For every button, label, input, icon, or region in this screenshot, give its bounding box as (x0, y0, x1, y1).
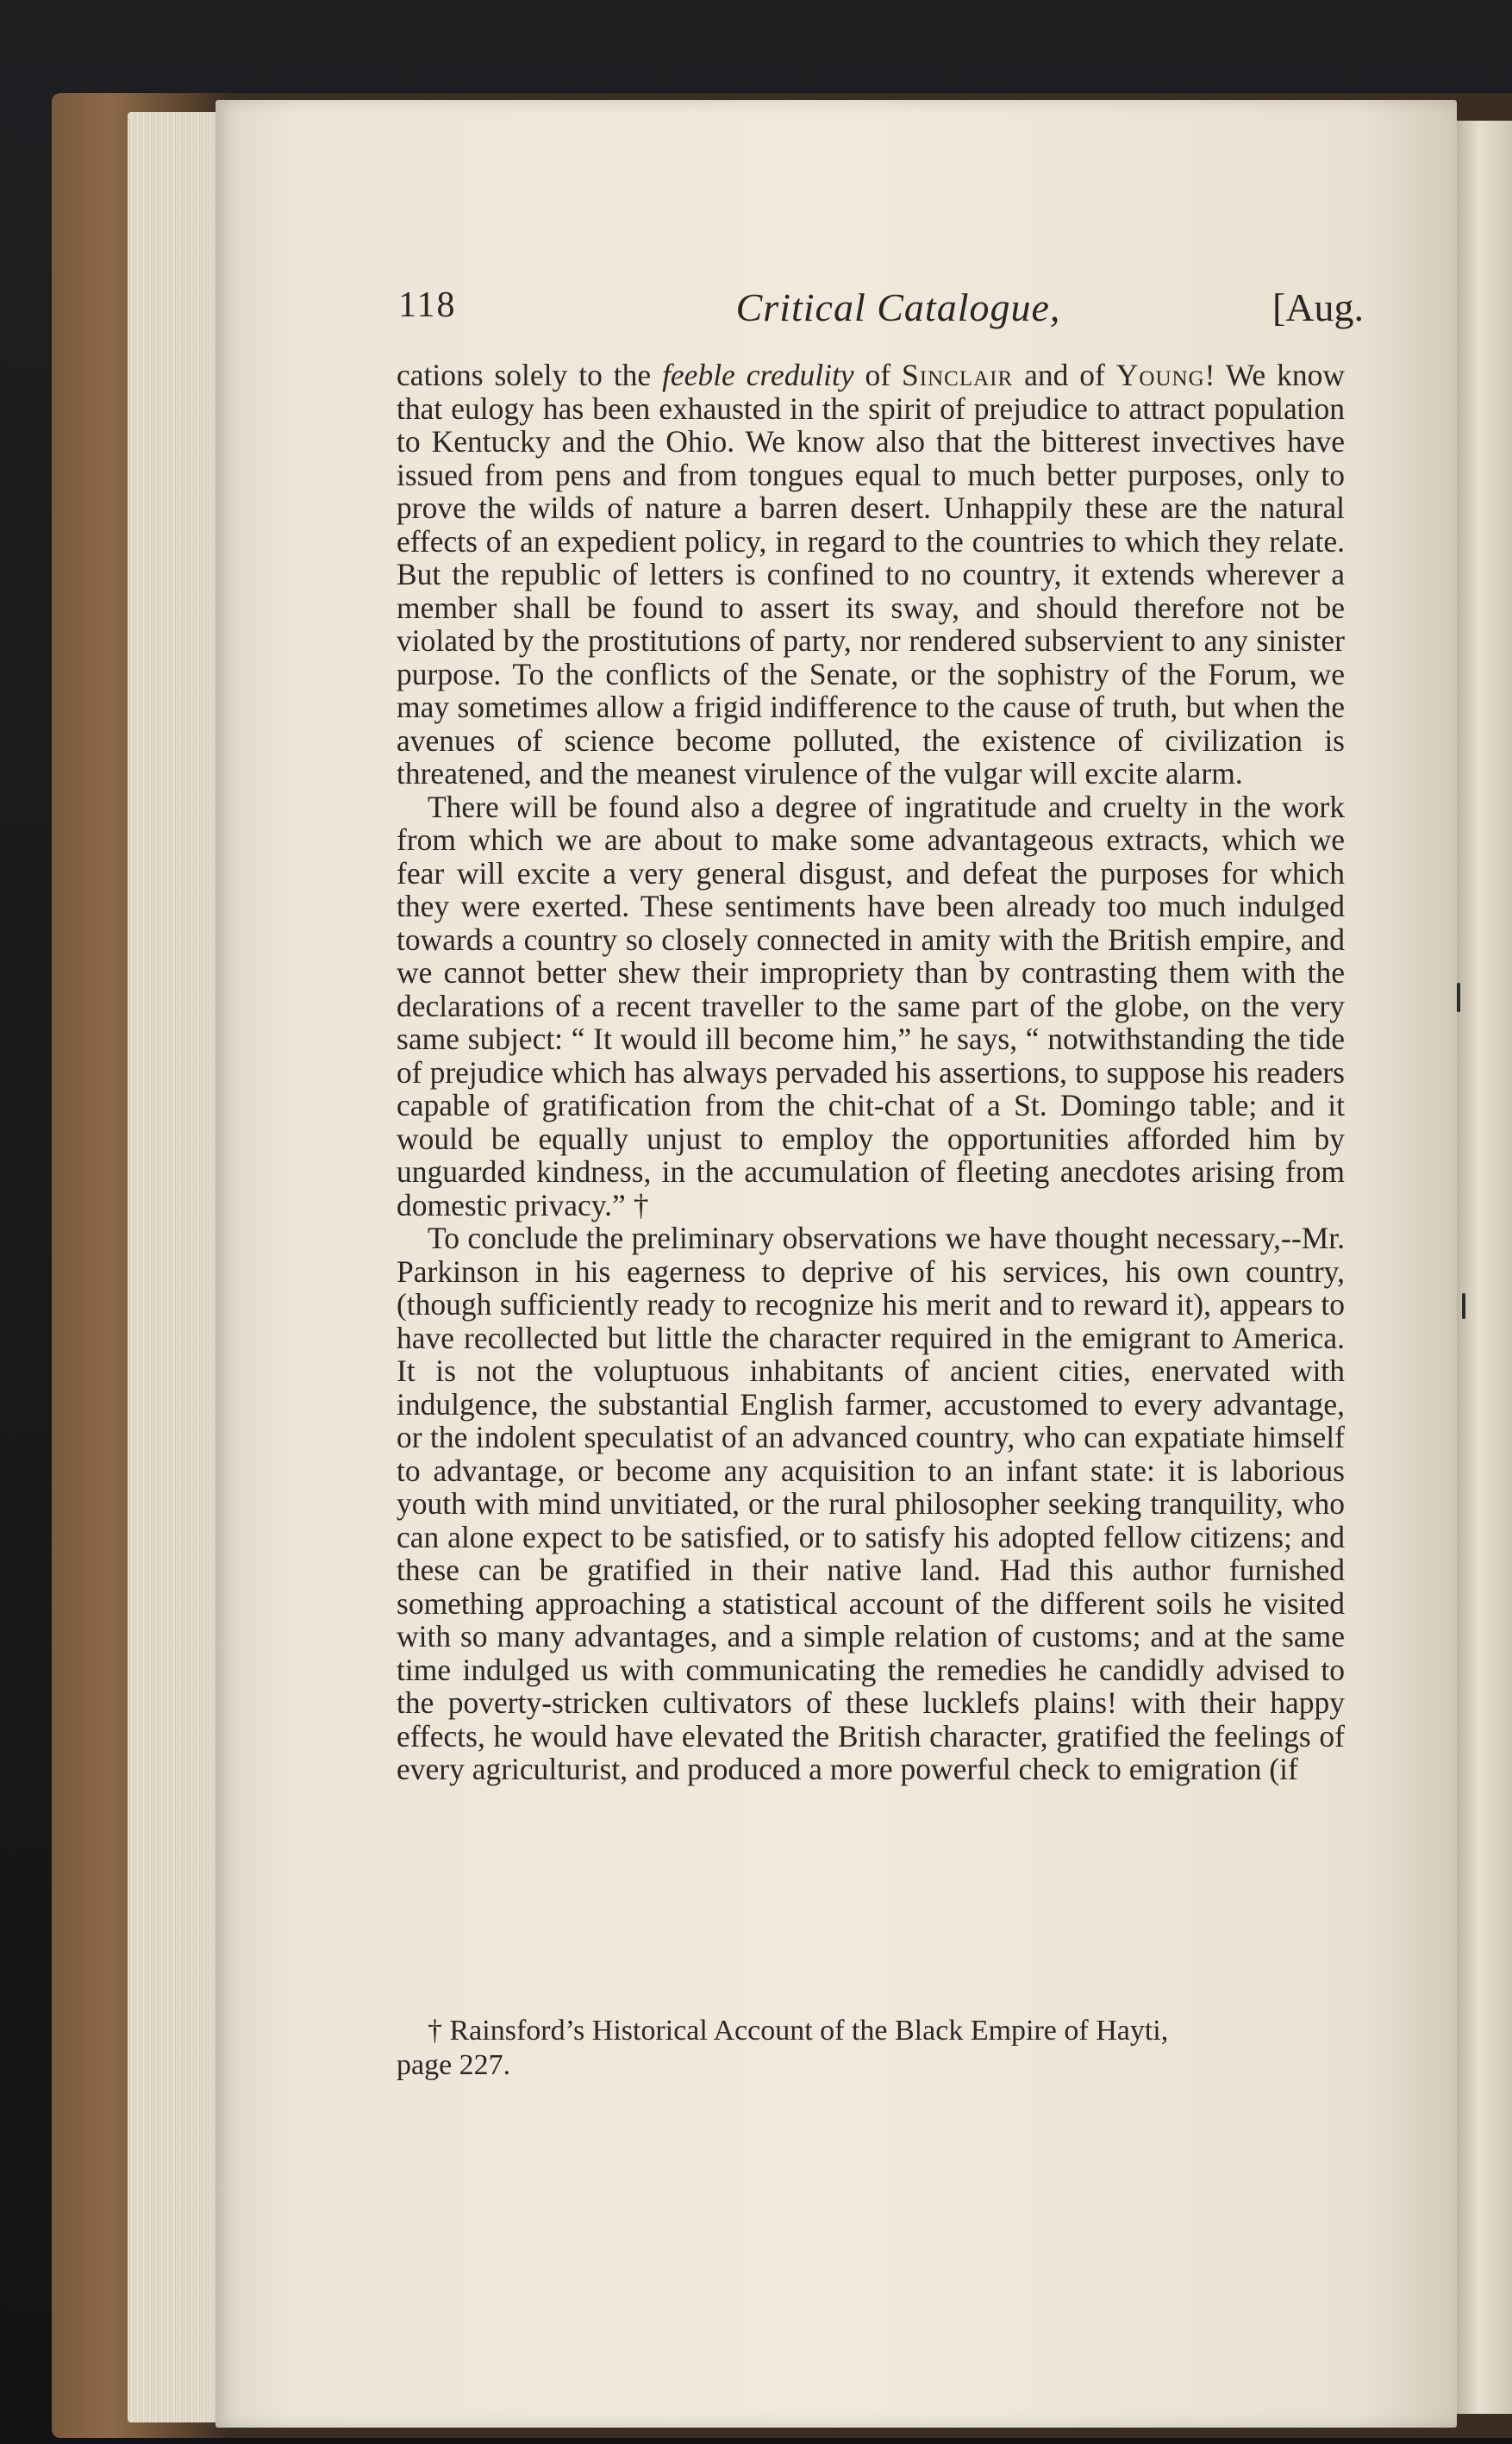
paragraph-1: cations solely to the feeble credulity of Sinclair and of Young! We know that eulogy has been exhausted in the spirit of prejudice to attract population to Kentucky and the Ohio. We know also that the bitterest invectives have issued from pens and from tongues equal to much better purposes, only to prove the wilds of nature a barren desert. Unhappily these are the natural effects of an expedient policy, in regard to the countries to which they relate. But the republic of letters is confined to no country, it extends wherever a member shall be found to assert its sway, and should therefore not be violated by the prostitutions of party, nor rendered subservient to any sinister purpose. To the conflicts of the Senate, or the sophistry of the Forum, we may sometimes allow a frigid indifference to the cause of truth, but when the avenues of science become polluted, the existence of civilization is threatened, and the meanest virulence of the vulgar will excite alarm. (397, 358, 1345, 791)
page-stack-left (128, 112, 222, 2422)
italic-phrase: feeble credulity (662, 358, 854, 392)
footnote (397, 2014, 1345, 2083)
footnote-line-1: † Rainsford’s Historical Account of the Black Empire of Hayti, (428, 2015, 1169, 2047)
margin-marks (1457, 966, 1474, 1328)
running-head (398, 284, 1364, 345)
page-number: 118 (398, 285, 457, 325)
name-sinclair: Sinclair (902, 358, 1014, 392)
running-month: [Aug. (1271, 285, 1364, 329)
body-text (397, 359, 1345, 1786)
paragraph-2: There will be found also a degree of ingratitude and cruelty in the work from which we are about to make some advantageous extracts, which we fear will excite a very general disgust, and defeat the purposes for which they were exerted. These sentiments have been already too much indulged towards a country so closely connected in amity with the British empire, and we cannot better shew their impropriety than by contrasting them with the declarations of a recent traveller to the same part of the globe, on the very same subject: “ It would ill become him,” he says, “ notwithstanding the tide of prejudice which has always pervaded his assertions, to suppose his readers capable of gratification from the chit-chat of a St. Domingo table; and it would be equally unjust to employ the opportunities afforded him by unguarded kindness, in the accumulation of fleeting anecdotes arising from domestic privacy.” † (397, 789, 1345, 1222)
footnote-line-2: page 227. (397, 2049, 511, 2081)
name-young: Young (1115, 358, 1205, 392)
running-title: Critical Catalogue, (735, 285, 1061, 329)
paragraph-3: To conclude the preliminary observations we have thought necessary,--Mr. Parkinson in his eagerness to deprive of his services, his own country, (though sufficiently ready to recognize his merit and to reward it), appears to have recollected but little the character required in the emigrant to America. It is not the voluptuous inhabitants of ancient cities, enervated with indulgence, the substantial English farmer, accustomed to every advantage, or the indolent speculatist of an advanced country, who can expatiate himself to advantage, or become any acquisition to an infant state: it is laborious youth with mind unvitiated, or the rural philosopher seeking tranquility, who can alone expect to be satisfied, or to satisfy his adopted fellow citizens; and these can be gratified in their native land. Had this author furnished something approaching a statistical account of the different soils he visited with so many advantages, and a simple relation of customs; and at the same time indulged us with communicating the remedies he candidly advised to the poverty-stricken cultivators of these lucklefs plains! with their happy effects, he would have elevated the British character, gratified the feelings of every agriculturist, and produced a more powerful check to emigration (if (397, 1221, 1345, 1786)
